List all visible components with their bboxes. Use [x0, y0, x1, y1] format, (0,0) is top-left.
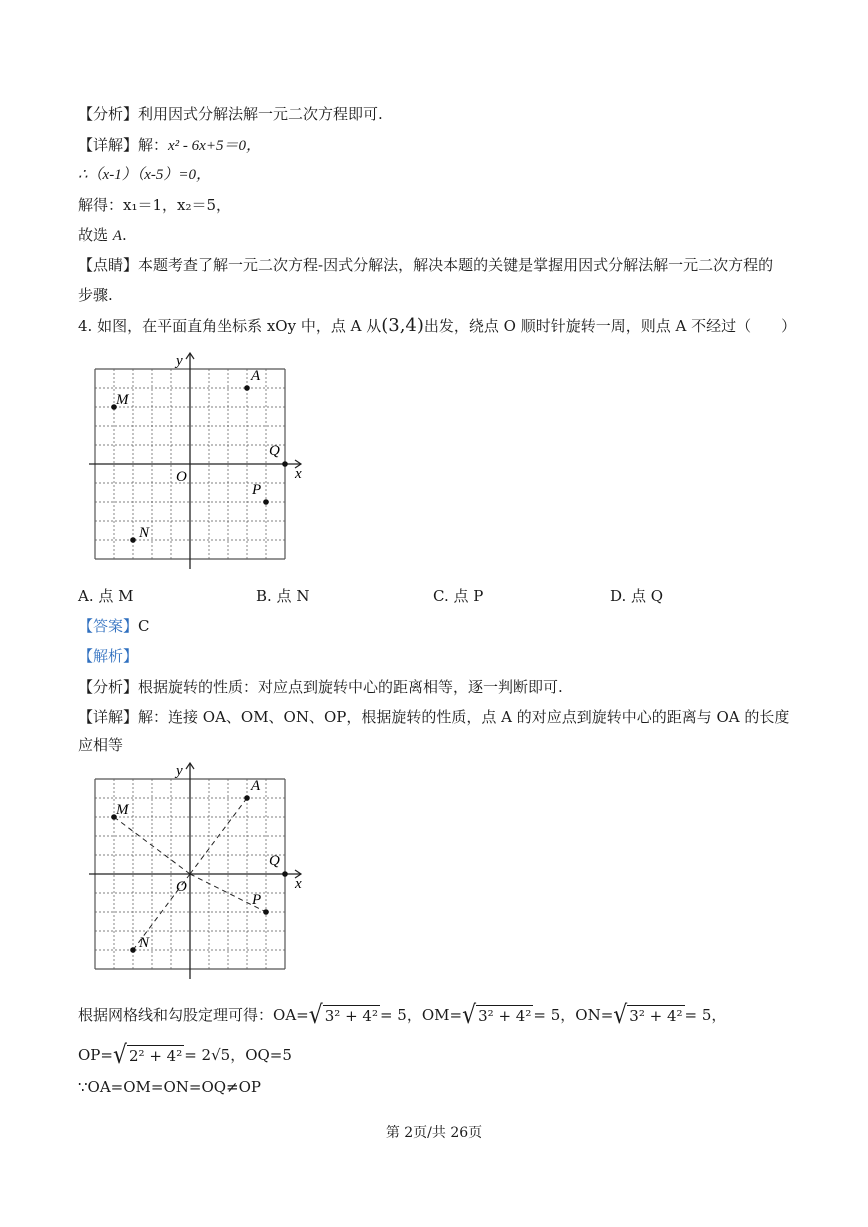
point-n: [130, 537, 136, 543]
choice-prefix: 故选: [78, 226, 113, 244]
on-radical: √ 3² + 4²: [613, 1001, 683, 1030]
op-line: [78, 1042, 292, 1068]
om-eq: = 5: [533, 1006, 561, 1024]
y-axis-label: y: [176, 353, 183, 369]
answer-value: C: [138, 617, 150, 635]
point-label-q: Q: [269, 443, 280, 459]
coordinate-figure-2: [85, 762, 325, 987]
point-p: [263, 909, 269, 915]
point-n: [130, 947, 136, 953]
on-label: ON=: [575, 1006, 614, 1024]
analysis-line-q3: 【分析】利用因式分解法解一元二次方程即可.: [78, 105, 383, 123]
point-label-p: P: [252, 892, 262, 908]
point-q: [282, 871, 288, 877]
coordinate-figure-1: [85, 352, 325, 577]
point-label-q: Q: [269, 853, 280, 869]
sep-2: ，: [560, 1006, 576, 1024]
comment-line-1: 【点睛】本题考查了解一元二次方程-因式分解法，解决本题的关键是掌握用因式分解法解一元二次方程的: [78, 256, 774, 274]
option-c: C. 点 P: [433, 587, 484, 605]
om-radicand: 3² + 4²: [478, 1007, 532, 1025]
analysis-label: 【解析】: [78, 647, 139, 665]
om-label: OM=: [421, 1006, 463, 1024]
oa-radical: √ 3² + 4²: [308, 1001, 378, 1030]
oa-eq: = 5: [379, 1006, 407, 1024]
origin-label: O: [176, 879, 187, 895]
sep-1: ，: [406, 1006, 422, 1024]
point-p: [263, 499, 269, 505]
option-b: B. 点 N: [256, 587, 310, 605]
on-eq: = 5: [684, 1006, 712, 1024]
y-axis-label: y: [176, 763, 183, 779]
point-label-a: A: [251, 368, 261, 384]
oa-label: OA=: [273, 1006, 309, 1024]
stem-part2: 出发，绕点 O 顺时针旋转一周，则点 A 不经过（ ）: [423, 317, 797, 335]
oq-value: ，OQ=5: [230, 1046, 292, 1064]
point-label-n: N: [139, 525, 150, 541]
op-radicand: 2² + 4²: [129, 1047, 183, 1065]
comment-line-2: 步骤.: [78, 286, 113, 304]
analysis-line-q4: 【分析】根据旋转的性质：对应点到旋转中心的距离相等，逐一判断即可.: [78, 678, 563, 696]
point-a: [244, 795, 250, 801]
origin-label: O: [176, 469, 187, 485]
choice-step: [78, 224, 127, 247]
conclusion-line: ∵OA=OM=ON=OQ≠OP: [78, 1078, 262, 1096]
stem-part1: 4. 如图，在平面直角坐标系 xOy 中，点 A 从: [78, 317, 382, 335]
option-a: A. 点 M: [78, 587, 134, 605]
op-radical: √ 2² + 4²: [112, 1041, 183, 1070]
choice-letter: A: [112, 228, 122, 244]
segment-oa: [190, 798, 247, 874]
page-footer: 第 2页/共 26页: [385, 1125, 483, 1141]
question-4-stem: [78, 315, 796, 337]
option-d: D. 点 Q: [610, 587, 664, 605]
calc-intro: 根据网格线和勾股定理可得：: [78, 1006, 274, 1024]
detail-equation: x² - 6x+5＝0，: [168, 138, 261, 154]
om-radical: √ 3² + 4²: [462, 1001, 532, 1030]
oa-radicand: 3² + 4²: [324, 1007, 378, 1025]
point-label-m: M: [116, 802, 129, 818]
detail-prefix: 【详解】解：: [78, 136, 169, 154]
op-label: OP=: [78, 1046, 113, 1064]
op-value: = 2√5: [184, 1046, 231, 1064]
x-axis-label: x: [295, 876, 302, 892]
answer-line: [78, 615, 150, 637]
point-label-a: A: [251, 778, 261, 794]
choice-suffix: .: [121, 226, 127, 244]
stem-point: (3,4): [381, 315, 424, 336]
point-label-p: P: [252, 482, 262, 498]
solve-step: 解得：x₁＝1，x₂＝5，: [78, 196, 232, 214]
point-a: [244, 385, 250, 391]
factor-step: ∴（x-1）（x-5）=0，: [78, 167, 211, 183]
detail-line-q4-2: 应相等: [78, 736, 124, 754]
point-q: [282, 461, 288, 467]
answer-label: 【答案】: [78, 617, 139, 635]
x-axis-label: x: [295, 466, 302, 482]
sep-3: ，: [711, 1006, 727, 1024]
on-radicand: 3² + 4²: [629, 1007, 683, 1025]
point-label-m: M: [116, 392, 129, 408]
point-label-n: N: [139, 935, 150, 951]
calc-line: [78, 1002, 726, 1028]
segment-om: [114, 817, 190, 874]
detail-line-q3: [78, 134, 261, 157]
detail-line-q4-1: 【详解】解：连接 OA、OM、ON、OP，根据旋转的性质，点 A 的对应点到旋转中心的距离与 OA 的长度: [78, 708, 790, 726]
